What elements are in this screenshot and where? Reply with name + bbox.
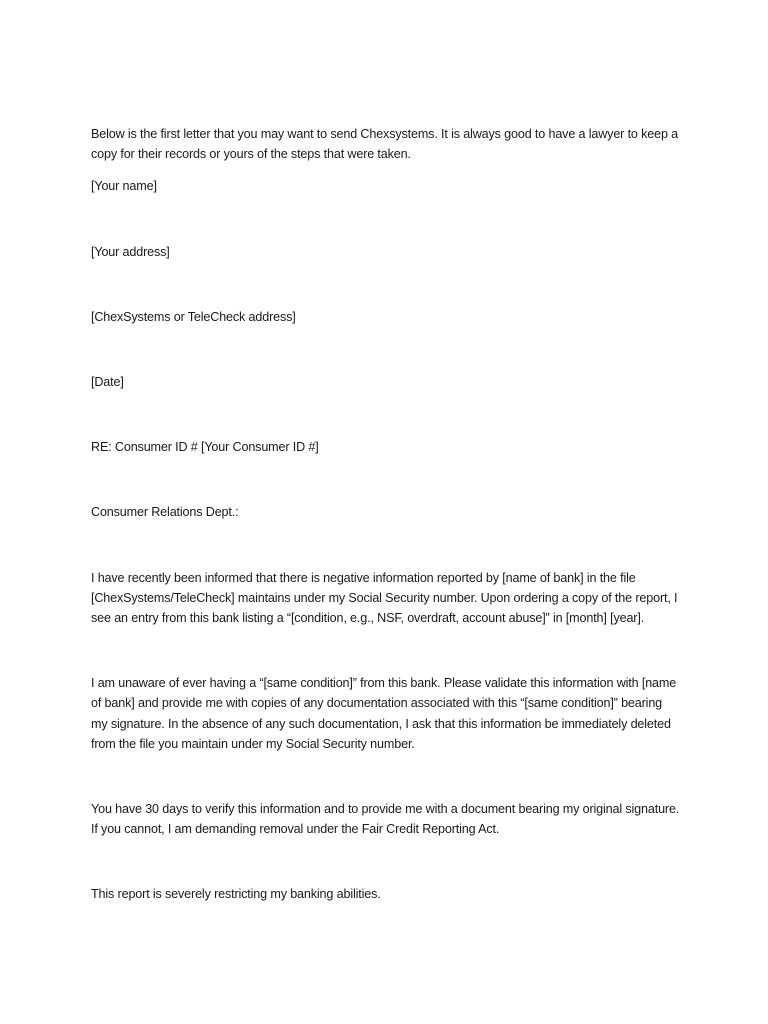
re-line: RE: Consumer ID # [Your Consumer ID #] (91, 440, 319, 455)
body-paragraph-4: This report is severely restricting my banking abilities. (91, 887, 381, 902)
body-paragraph-1: I have recently been informed that there is negative information reported by [name of bank] in the file [ChexSystems/TeleCheck] maintains under my Social Security number. Upon ordering a copy of the report, I see an entry from this bank listing a “[condition, e.g., NSF, overdraft, account abuse]” in [month] [year]. (91, 570, 678, 626)
body-paragraph-3: You have 30 days to verify this information and to provide me with a document bearing my original signature. If you cannot, I am demanding removal under the Fair Credit Reporting Act. (91, 802, 680, 837)
your-address-line: [Your address] (91, 244, 170, 259)
date-line: [Date] (91, 375, 124, 390)
salutation-line: Consumer Relations Dept.: (91, 505, 239, 520)
letter-body (91, 124, 681, 905)
body-paragraph-2: I am unaware of ever having a “[same condition]” from this bank. Please validate this information with [name of bank] and provide me with copies of any documentation associated with this “[same condition]” bearing my signature. In the absence of any such documentation, I ask that this information be immediately deleted from the file you maintain under my Social Security number. (91, 676, 677, 751)
your-name-line: [Your name] (91, 179, 157, 194)
intro-paragraph: Below is the first letter that you may want to send Chexsystems. It is always good to have a lawyer to keep a copy for their records or yours of the steps that were taken. (91, 127, 679, 162)
recipient-address-line: [ChexSystems or TeleCheck address] (91, 309, 296, 324)
